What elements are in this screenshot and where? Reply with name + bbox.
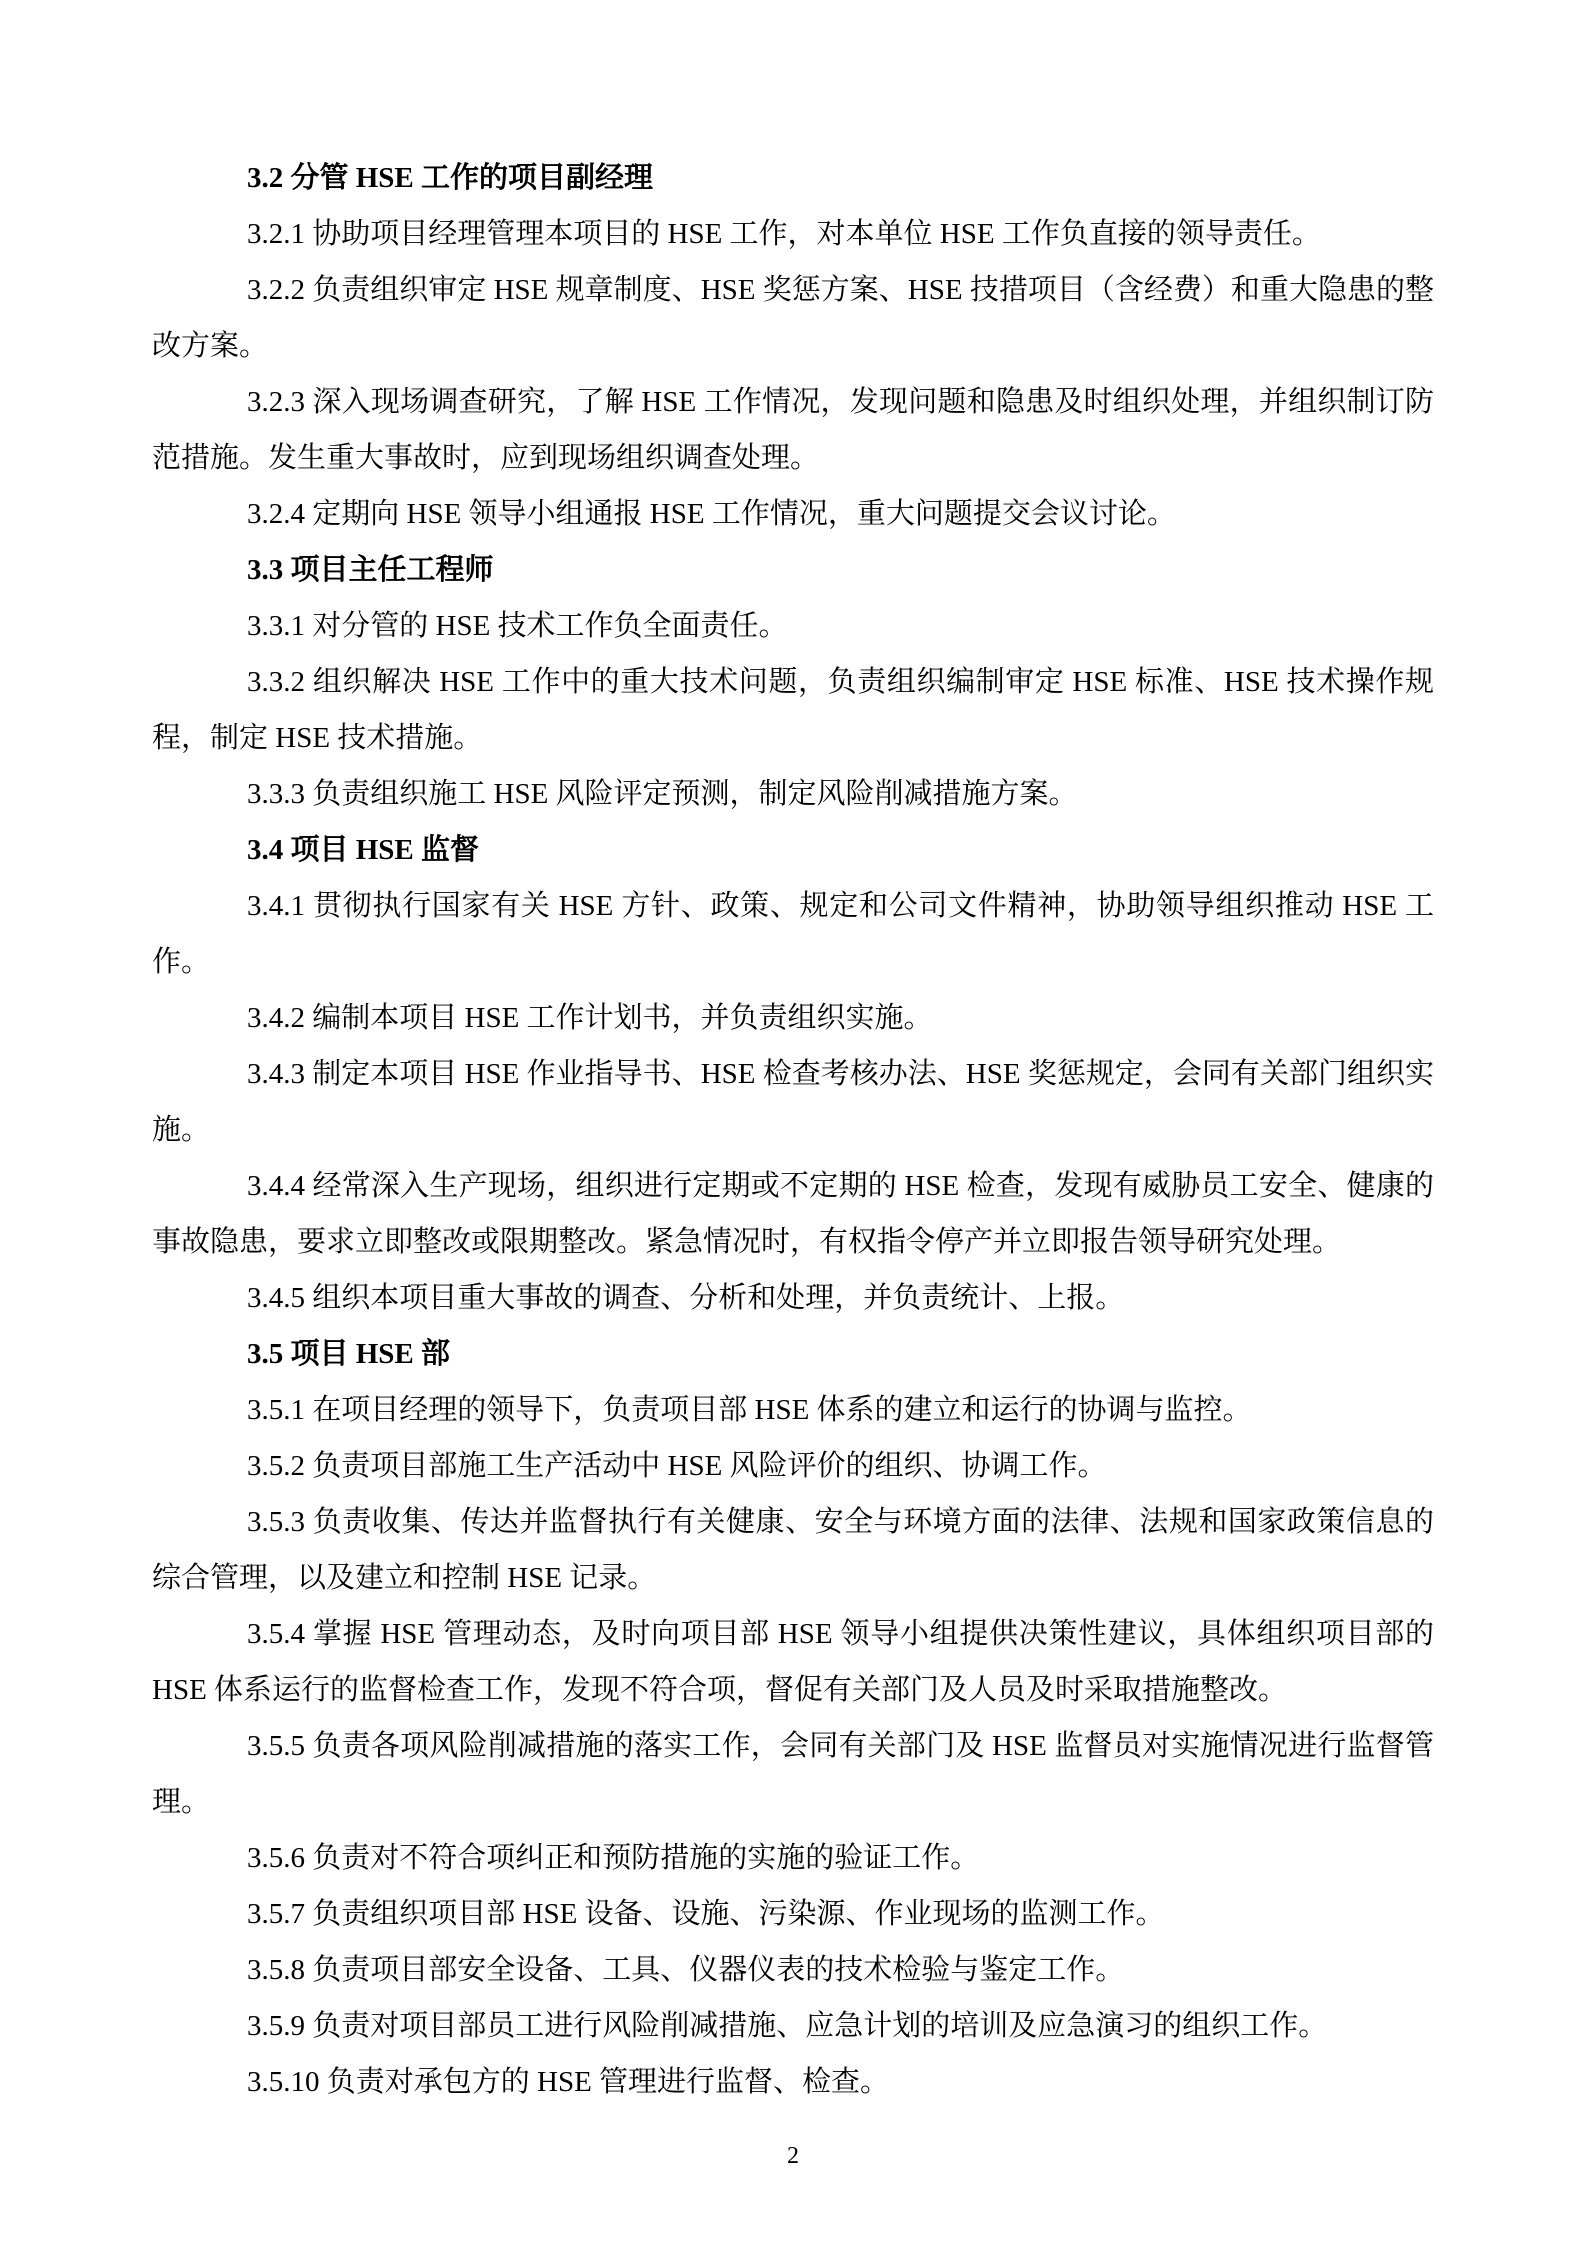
clause-paragraph: 3.2.1 协助项目经理管理本项目的 HSE 工作，对本单位 HSE 工作负直接的领导责任。 (247, 218, 1321, 250)
clause-paragraph: 3.5.7 负责组织项目部 HSE 设备、设施、污染源、作业现场的监测工作。 (247, 1898, 1165, 1930)
clause-paragraph: 3.5.6 负责对不符合项纠正和预防措施的实施的验证工作。 (247, 1842, 980, 1874)
clause-paragraph: 3.2.2 负责组织审定 HSE 规章制度、HSE 奖惩方案、HSE 技措项目（含经费）和重大隐患的整改方案。 (152, 274, 1434, 362)
clause-paragraph: 3.4.3 制定本项目 HSE 作业指导书、HSE 检查考核办法、HSE 奖惩规定，会同有关部门组织实施。 (152, 1058, 1434, 1146)
clause-paragraph: 3.4.5 组织本项目重大事故的调查、分析和处理，并负责统计、上报。 (247, 1282, 1125, 1314)
clause-paragraph: 3.3.3 负责组织施工 HSE 风险评定预测，制定风险削减措施方案。 (247, 778, 1078, 810)
clause-paragraph: 3.5.2 负责项目部施工生产活动中 HSE 风险评价的组织、协调工作。 (247, 1450, 1107, 1482)
clause-paragraph: 3.5.8 负责项目部安全设备、工具、仪器仪表的技术检验与鉴定工作。 (247, 1954, 1125, 1986)
section-heading: 3.5 项目 HSE 部 (247, 1338, 451, 1370)
clause-paragraph: 3.3.1 对分管的 HSE 技术工作负全面责任。 (247, 610, 788, 642)
clause-paragraph: 3.4.4 经常深入生产现场，组织进行定期或不定期的 HSE 检查，发现有威胁员工安全、健康的事故隐患，要求立即整改或限期整改。紧急情况时，有权指令停产并立即报告领导研究处理。 (152, 1170, 1434, 1258)
clause-paragraph: 3.2.3 深入现场调查研究，了解 HSE 工作情况，发现问题和隐患及时组织处理，并组织制订防范措施。发生重大事故时，应到现场组织调查处理。 (152, 386, 1434, 474)
page-number: 2 (787, 2143, 799, 2169)
section-heading: 3.4 项目 HSE 监督 (247, 834, 480, 866)
section-heading: 3.3 项目主任工程师 (247, 554, 494, 586)
clause-paragraph: 3.2.4 定期向 HSE 领导小组通报 HSE 工作情况，重大问题提交会议讨论。 (247, 498, 1176, 530)
section-heading: 3.2 分管 HSE 工作的项目副经理 (247, 162, 654, 194)
clause-paragraph: 3.5.4 掌握 HSE 管理动态，及时向项目部 HSE 领导小组提供决策性建议，具体组织项目部的 HSE 体系运行的监督检查工作，发现不符合项，督促有关部门及人员及时采取措施整改。 (152, 1618, 1434, 1706)
clause-paragraph: 3.4.2 编制本项目 HSE 工作计划书，并负责组织实施。 (247, 1002, 933, 1034)
clause-paragraph: 3.5.9 负责对项目部员工进行风险削减措施、应急计划的培训及应急演习的组织工作。 (247, 2010, 1328, 2042)
clause-paragraph: 3.4.1 贯彻执行国家有关 HSE 方针、政策、规定和公司文件精神，协助领导组织推动 HSE 工作。 (152, 890, 1434, 978)
clause-paragraph: 3.5.10 负责对承包方的 HSE 管理进行监督、检查。 (247, 2066, 890, 2098)
clause-paragraph: 3.5.1 在项目经理的领导下，负责项目部 HSE 体系的建立和运行的协调与监控。 (247, 1394, 1252, 1426)
clause-paragraph: 3.5.3 负责收集、传达并监督执行有关健康、安全与环境方面的法律、法规和国家政策信息的综合管理，以及建立和控制 HSE 记录。 (152, 1506, 1434, 1594)
document-body (152, 150, 1434, 2110)
clause-paragraph: 3.5.5 负责各项风险削减措施的落实工作，会同有关部门及 HSE 监督员对实施情况进行监督管理。 (152, 1730, 1434, 1818)
clause-paragraph: 3.3.2 组织解决 HSE 工作中的重大技术问题，负责组织编制审定 HSE 标准、HSE 技术操作规程，制定 HSE 技术措施。 (152, 666, 1434, 754)
